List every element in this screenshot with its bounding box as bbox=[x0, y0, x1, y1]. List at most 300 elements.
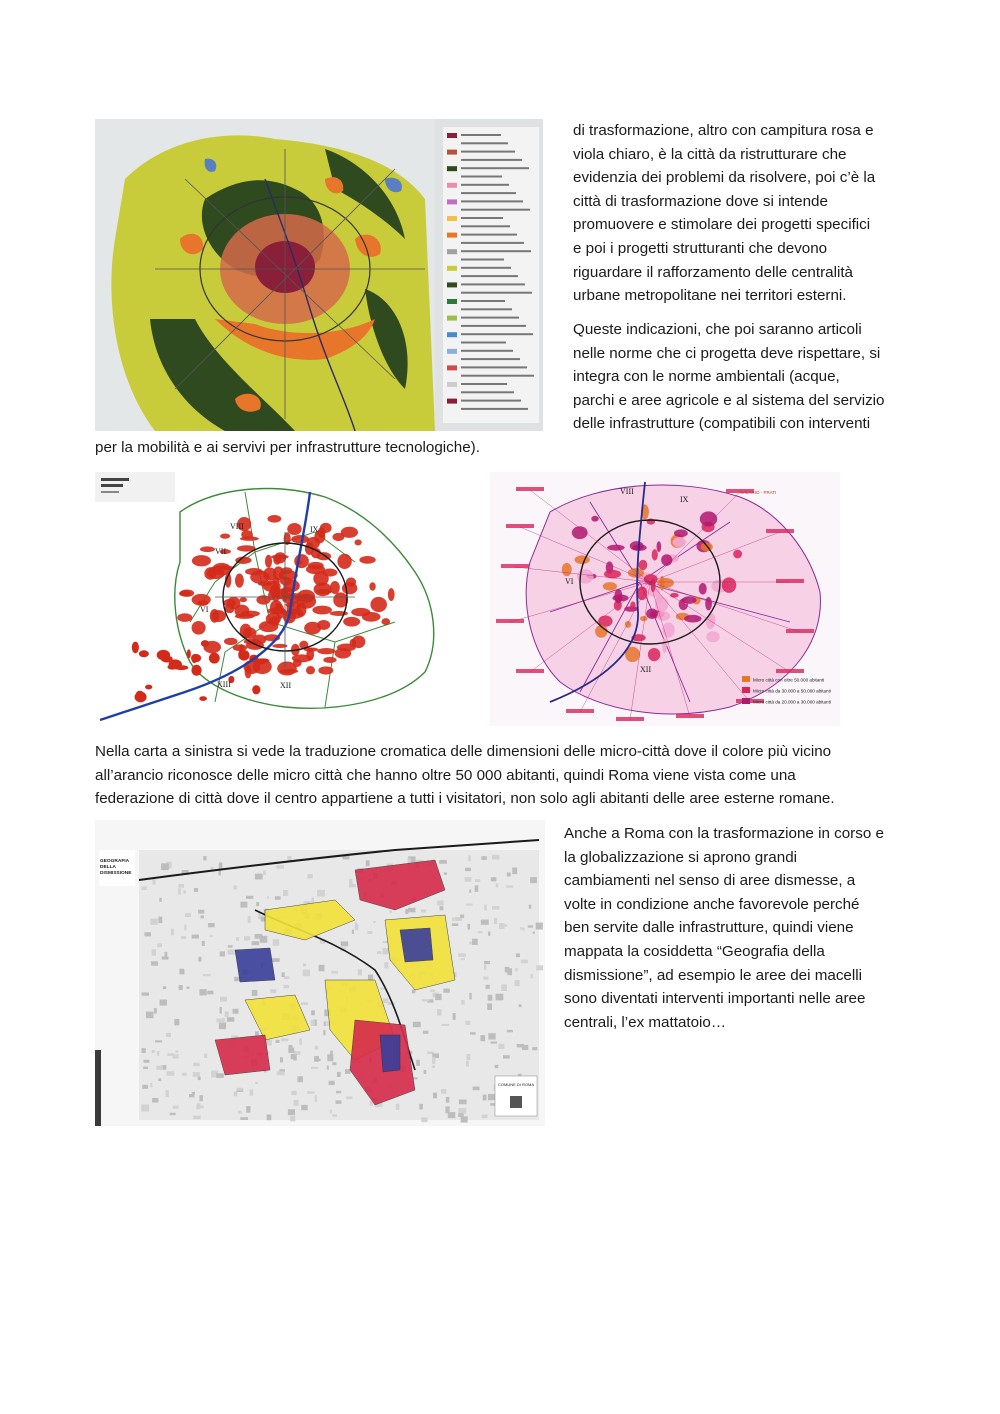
micro-city-blob bbox=[323, 657, 336, 663]
urban-fabric-block bbox=[408, 908, 416, 913]
micro-city-blob bbox=[280, 577, 292, 586]
urban-fabric-block bbox=[281, 1038, 288, 1041]
micro-city-blob bbox=[224, 638, 238, 645]
legend-text-line bbox=[461, 250, 531, 252]
micro-city-blob bbox=[277, 662, 297, 676]
legend-text-line bbox=[461, 167, 529, 169]
urban-fabric-block bbox=[323, 1030, 325, 1035]
urban-fabric-block bbox=[204, 1054, 207, 1058]
legend-swatch bbox=[742, 687, 750, 693]
urban-fabric-block bbox=[465, 1021, 470, 1025]
micro-city-blob bbox=[369, 582, 375, 591]
urban-fabric-block bbox=[469, 993, 471, 999]
urban-fabric-block bbox=[430, 990, 435, 992]
urban-fabric-block bbox=[475, 885, 479, 892]
micro-city-blob bbox=[136, 691, 143, 696]
urban-fabric-block bbox=[199, 1095, 202, 1101]
text-line: all’arancio riconosce delle micro città che hanno oltre 50 000 abitanti, quindi Roma viene vista come una bbox=[95, 766, 796, 784]
paragraph-indicazioni-last-line: per la mobilità e ai servivi per infrastrutture tecnologiche). bbox=[95, 439, 480, 456]
urban-fabric-block bbox=[488, 995, 493, 1001]
urban-fabric-block bbox=[484, 964, 486, 969]
urban-fabric-block bbox=[207, 991, 213, 995]
urban-fabric-block bbox=[346, 1096, 352, 1099]
urban-fabric-block bbox=[283, 890, 288, 896]
urban-fabric-block bbox=[219, 1022, 226, 1029]
urban-fabric-block bbox=[446, 1097, 449, 1103]
micro-city-blob bbox=[320, 523, 332, 533]
urban-fabric-block bbox=[250, 1089, 254, 1095]
micro-city-blob bbox=[265, 555, 272, 568]
legend-swatch bbox=[447, 266, 457, 271]
urban-fabric-block bbox=[157, 943, 162, 947]
urban-fabric-block bbox=[178, 888, 181, 894]
urban-fabric-block bbox=[186, 987, 189, 989]
micro-city-blob bbox=[192, 594, 211, 606]
micro-city-blob bbox=[291, 535, 309, 543]
text-line: Queste indicazioni, che poi saranno articoli bbox=[573, 321, 862, 338]
micro-city-blob bbox=[388, 588, 395, 601]
urban-fabric-block bbox=[505, 967, 509, 973]
urban-fabric-block bbox=[198, 957, 201, 962]
centrality-blob bbox=[661, 554, 672, 566]
urban-fabric-block bbox=[167, 1053, 174, 1056]
dismissed-area bbox=[235, 948, 275, 982]
place-name-label bbox=[766, 529, 794, 533]
legend-text-line bbox=[461, 267, 511, 269]
urban-fabric-block bbox=[173, 1106, 179, 1109]
urban-fabric-block bbox=[368, 931, 373, 934]
urban-fabric-block bbox=[203, 856, 206, 860]
place-name-label bbox=[676, 714, 704, 718]
urban-fabric-block bbox=[472, 939, 478, 945]
urban-fabric-block bbox=[466, 1054, 470, 1060]
urban-fabric-block bbox=[150, 1083, 152, 1087]
urban-fabric-block bbox=[288, 1045, 292, 1049]
legend-swatch bbox=[742, 698, 750, 704]
urban-fabric-block bbox=[167, 1071, 175, 1076]
place-name-label bbox=[501, 564, 529, 568]
micro-city-blob bbox=[287, 523, 301, 535]
urban-fabric-block bbox=[152, 949, 156, 956]
urban-fabric-block bbox=[297, 1076, 303, 1082]
urban-fabric-block bbox=[491, 877, 497, 881]
municipio-label: VI bbox=[200, 605, 209, 614]
urban-fabric-block bbox=[453, 1013, 456, 1020]
paragraph-trasformazione bbox=[573, 119, 875, 308]
urban-fabric-block bbox=[275, 896, 281, 900]
urban-fabric-block bbox=[185, 913, 191, 917]
urban-fabric-block bbox=[485, 985, 489, 989]
place-name-label bbox=[776, 669, 804, 673]
urban-fabric-block bbox=[146, 1012, 154, 1019]
urban-fabric-block bbox=[329, 1081, 335, 1085]
urban-fabric-block bbox=[228, 945, 233, 947]
text-line: e poi i progetti strutturanti che devono bbox=[573, 239, 828, 257]
urban-fabric-block bbox=[332, 1114, 337, 1116]
micro-city-blob bbox=[212, 610, 226, 622]
urban-fabric-block bbox=[284, 976, 289, 979]
legend-swatch bbox=[447, 349, 457, 354]
micro-city-blob bbox=[359, 556, 375, 564]
urban-fabric-block bbox=[442, 1024, 450, 1026]
legend-swatch bbox=[447, 299, 457, 304]
micro-city-blob bbox=[252, 685, 260, 694]
urban-fabric-block bbox=[481, 856, 486, 860]
urban-fabric-block bbox=[531, 974, 533, 979]
urban-fabric-block bbox=[193, 1072, 200, 1077]
urban-fabric-block bbox=[203, 974, 211, 976]
legend-swatch bbox=[742, 676, 750, 682]
place-name-label bbox=[776, 579, 804, 583]
urban-fabric-block bbox=[327, 1066, 329, 1070]
urban-fabric-block bbox=[220, 951, 225, 956]
urban-fabric-block bbox=[303, 964, 306, 967]
urban-fabric-block bbox=[152, 1050, 155, 1053]
micro-city-blob bbox=[192, 555, 211, 566]
urban-fabric-block bbox=[536, 965, 543, 970]
urban-fabric-block bbox=[157, 1051, 159, 1056]
urban-fabric-block bbox=[311, 1020, 315, 1026]
urban-fabric-block bbox=[498, 1044, 504, 1049]
urban-fabric-block bbox=[516, 953, 520, 957]
micro-city-blob bbox=[157, 650, 170, 660]
legend-text-line bbox=[461, 300, 505, 302]
centrality-blob bbox=[706, 631, 720, 642]
urban-fabric-block bbox=[163, 986, 166, 989]
micro-city-blob bbox=[191, 665, 201, 676]
legend-label: Micro città con oltre 50.000 abitanti bbox=[753, 677, 825, 683]
urban-fabric-block bbox=[437, 1009, 441, 1015]
urban-fabric-block bbox=[483, 977, 488, 980]
legend-swatch bbox=[447, 183, 457, 188]
urban-fabric-block bbox=[255, 1082, 258, 1084]
urban-fabric-block bbox=[337, 1072, 341, 1077]
urban-fabric-block bbox=[231, 1035, 238, 1037]
urban-fabric-block bbox=[198, 910, 204, 914]
urban-fabric-block bbox=[160, 1000, 167, 1006]
micro-city-blob bbox=[200, 546, 215, 552]
micro-city-blob bbox=[302, 594, 309, 600]
text-line: città di trasformazione dove si intende bbox=[573, 192, 828, 210]
text-line: volte in condizione anche favorevole perché bbox=[564, 895, 860, 913]
centrality-blob bbox=[652, 549, 658, 560]
urban-fabric-block bbox=[419, 1104, 423, 1110]
centrality-blob bbox=[682, 596, 697, 604]
urban-fabric-block bbox=[299, 1038, 302, 1044]
place-name-label bbox=[506, 524, 534, 528]
urban-fabric-block bbox=[282, 972, 285, 977]
urban-fabric-block bbox=[311, 1010, 315, 1015]
urban-fabric-block bbox=[240, 902, 247, 908]
micro-city-blob bbox=[317, 648, 335, 654]
urban-fabric-block bbox=[469, 942, 471, 945]
micro-city-blob bbox=[227, 597, 240, 609]
micro-city-blob bbox=[245, 568, 263, 575]
urban-fabric-block bbox=[481, 920, 489, 925]
legend-swatch bbox=[447, 316, 457, 321]
urban-fabric-block bbox=[288, 1109, 295, 1115]
urban-fabric-block bbox=[440, 906, 444, 910]
centrality-blob bbox=[562, 563, 572, 576]
urban-fabric-block bbox=[199, 989, 206, 995]
urban-fabric-block bbox=[267, 1115, 272, 1121]
urban-fabric-block bbox=[202, 941, 205, 946]
paragraph-carta-sinistra bbox=[95, 740, 835, 811]
urban-fabric-block bbox=[287, 856, 291, 860]
micro-city-blob bbox=[312, 606, 332, 615]
urban-fabric-block bbox=[432, 1065, 435, 1068]
urban-fabric-block bbox=[336, 1100, 342, 1104]
urban-fabric-block bbox=[352, 930, 354, 934]
text-line: viola chiaro, è la città da ristrutturare che bbox=[573, 145, 847, 163]
urban-fabric-block bbox=[143, 1067, 148, 1069]
comune-stamp-text: COMUNE DI ROMA bbox=[498, 1082, 534, 1087]
urban-fabric-block bbox=[349, 879, 352, 884]
urban-fabric-block bbox=[345, 1069, 351, 1074]
urban-fabric-block bbox=[284, 985, 289, 988]
small-place-label: SALARIO - PRATI bbox=[740, 490, 777, 495]
legend-text-line bbox=[461, 217, 503, 219]
urban-fabric-block bbox=[192, 1092, 195, 1095]
title-block-text: DISMISSIONE bbox=[100, 871, 132, 876]
micro-city-blob bbox=[269, 616, 280, 626]
legend-swatch bbox=[447, 282, 457, 287]
map-geografia-dismissione bbox=[95, 820, 545, 1126]
centrality-blob bbox=[574, 555, 589, 564]
urban-fabric-block bbox=[441, 1089, 446, 1094]
urban-fabric-block bbox=[193, 1116, 200, 1119]
urban-fabric-block bbox=[227, 1017, 234, 1022]
urban-fabric-block bbox=[330, 1051, 333, 1056]
urban-fabric-block bbox=[491, 1041, 497, 1043]
urban-fabric-block bbox=[256, 902, 259, 906]
legend-text-line bbox=[461, 308, 512, 310]
legend-swatch bbox=[447, 133, 457, 138]
urban-fabric-block bbox=[466, 904, 473, 906]
urban-fabric-block bbox=[220, 1007, 222, 1014]
legend-text-line bbox=[461, 317, 519, 319]
urban-fabric-block bbox=[413, 1022, 421, 1027]
urban-fabric-block bbox=[179, 969, 183, 973]
urban-fabric-block bbox=[156, 1066, 163, 1070]
urban-fabric-block bbox=[515, 968, 517, 971]
urban-fabric-block bbox=[150, 919, 157, 925]
urban-fabric-block bbox=[475, 879, 480, 882]
urban-fabric-block bbox=[210, 935, 212, 937]
urban-fabric-block bbox=[421, 1117, 427, 1122]
dismissione-map-graphic bbox=[95, 820, 545, 1126]
micro-city-blob bbox=[335, 648, 352, 659]
urban-fabric-block bbox=[193, 1063, 199, 1067]
micro-city-blob bbox=[342, 582, 357, 594]
urban-fabric-block bbox=[174, 1019, 179, 1025]
place-name-label bbox=[516, 487, 544, 491]
urban-fabric-block bbox=[461, 1116, 468, 1122]
legend-panel bbox=[443, 127, 539, 423]
centrality-blob bbox=[655, 597, 668, 612]
urban-fabric-block bbox=[290, 1116, 295, 1122]
urban-fabric-block bbox=[458, 1108, 466, 1113]
urban-fabric-block bbox=[522, 928, 524, 931]
legend-swatch bbox=[447, 249, 457, 254]
centrality-blob bbox=[648, 648, 660, 661]
micro-city-blob bbox=[381, 618, 390, 625]
place-name-label bbox=[496, 619, 524, 623]
urban-fabric-block bbox=[421, 909, 426, 912]
centrality-blob bbox=[630, 541, 644, 551]
urban-fabric-block bbox=[161, 863, 169, 870]
legend-swatch bbox=[447, 382, 457, 387]
urban-fabric-block bbox=[482, 1114, 488, 1118]
legend-text-line bbox=[461, 142, 508, 144]
micro-city-blob bbox=[314, 582, 332, 596]
centrality-blob bbox=[662, 638, 667, 654]
urban-fabric-block bbox=[536, 923, 543, 930]
urban-fabric-block bbox=[424, 1070, 427, 1074]
micro-city-blob bbox=[180, 589, 194, 596]
urban-fabric-block bbox=[469, 889, 471, 892]
text-line: delle infrastrutture (compatibili con interventi bbox=[573, 415, 871, 433]
legend-text-line bbox=[461, 234, 517, 236]
urban-fabric-block bbox=[142, 1085, 148, 1089]
urban-fabric-block bbox=[222, 1018, 225, 1022]
urban-fabric-block bbox=[198, 1077, 201, 1081]
urban-fabric-block bbox=[332, 1062, 336, 1065]
urban-fabric-block bbox=[495, 1065, 499, 1068]
urban-fabric-block bbox=[370, 1101, 373, 1106]
urban-fabric-block bbox=[529, 905, 531, 909]
urban-fabric-block bbox=[330, 1110, 332, 1114]
micro-city-blob bbox=[238, 650, 245, 657]
urban-fabric-block bbox=[444, 872, 447, 875]
urban-fabric-block bbox=[382, 948, 389, 955]
urban-fabric-block bbox=[301, 1105, 307, 1110]
urban-fabric-block bbox=[521, 960, 528, 964]
legend-text-line bbox=[461, 259, 504, 261]
micro-city-blob bbox=[343, 617, 360, 627]
legend-text-line bbox=[461, 159, 522, 161]
urban-fabric-block bbox=[466, 1061, 469, 1067]
legend-text-line bbox=[461, 184, 509, 186]
centrality-blob bbox=[646, 608, 658, 618]
legend-swatch bbox=[447, 216, 457, 221]
municipio-label: IX bbox=[310, 525, 319, 534]
micro-city-blob bbox=[201, 640, 209, 647]
urban-fabric-block bbox=[458, 1113, 464, 1117]
text-line: ben servite dalle infrastrutture, quindi viene bbox=[564, 919, 854, 937]
title-block-text: GEOGRAFIA bbox=[100, 859, 130, 864]
urban-fabric-block bbox=[336, 1091, 341, 1093]
municipio-label: VI bbox=[565, 577, 574, 586]
micro-city-blob bbox=[267, 515, 281, 523]
urban-fabric-block bbox=[248, 916, 251, 923]
urban-fabric-block bbox=[507, 873, 511, 877]
legend-swatch bbox=[447, 399, 457, 404]
urban-fabric-block bbox=[492, 855, 500, 860]
urban-fabric-block bbox=[519, 1004, 522, 1007]
legend-text-line bbox=[461, 391, 514, 393]
urban-fabric-block bbox=[277, 1071, 285, 1075]
urban-fabric-block bbox=[182, 1073, 186, 1076]
urban-fabric-block bbox=[494, 918, 497, 924]
urban-fabric-block bbox=[443, 989, 449, 993]
micro-city-blob bbox=[246, 641, 264, 650]
urban-fabric-block bbox=[470, 1032, 476, 1034]
urban-fabric-block bbox=[507, 1030, 513, 1032]
urban-fabric-block bbox=[155, 1040, 162, 1042]
urban-fabric-block bbox=[183, 890, 186, 893]
urban-fabric-block bbox=[143, 1060, 149, 1063]
municipio-label: VIII bbox=[230, 522, 244, 531]
urban-fabric-block bbox=[390, 910, 392, 913]
legend-text-line bbox=[461, 192, 516, 194]
legend-text-line bbox=[461, 333, 533, 335]
comune-logo-icon bbox=[510, 1096, 522, 1108]
micro-city-blob bbox=[362, 612, 381, 622]
urban-fabric-block bbox=[439, 860, 447, 864]
urban-fabric-block bbox=[255, 934, 263, 939]
text-line: riguardare il rafforzamento delle centralità bbox=[573, 263, 853, 281]
dismissed-area bbox=[400, 928, 433, 962]
urban-fabric-block bbox=[432, 1057, 435, 1064]
urban-fabric-block bbox=[488, 931, 490, 935]
land-use-map-graphic bbox=[95, 119, 543, 431]
urban-fabric-block bbox=[331, 971, 338, 974]
centrality-blob bbox=[656, 611, 670, 621]
urban-fabric-block bbox=[377, 951, 381, 954]
legend-swatch bbox=[447, 166, 457, 171]
centrality-blob bbox=[673, 537, 686, 548]
place-name-label bbox=[616, 717, 644, 721]
micro-city-blob bbox=[272, 577, 279, 586]
micro-city-blob bbox=[308, 562, 324, 570]
urban-fabric-block bbox=[216, 1073, 224, 1078]
micro-city-blob bbox=[330, 581, 340, 594]
urban-fabric-block bbox=[341, 941, 348, 946]
micro-city-blob bbox=[235, 574, 244, 588]
urban-fabric-block bbox=[478, 931, 483, 933]
urban-fabric-block bbox=[422, 999, 430, 1001]
centrality-blob bbox=[699, 583, 707, 595]
micro-city-blob bbox=[199, 696, 207, 701]
municipio-label: IX bbox=[680, 495, 689, 504]
urban-fabric-block bbox=[199, 1106, 204, 1109]
micro-city-blob bbox=[241, 530, 253, 539]
urban-fabric-block bbox=[142, 886, 147, 889]
urban-fabric-block bbox=[317, 890, 325, 897]
centrality-blob bbox=[670, 593, 679, 598]
municipio-label: XIII bbox=[217, 680, 231, 689]
micro-city-blob bbox=[337, 554, 351, 569]
urban-fabric-block bbox=[452, 917, 454, 921]
centrality-blob bbox=[705, 597, 712, 610]
urban-fabric-block bbox=[152, 1098, 158, 1103]
urban-fabric-block bbox=[311, 1067, 318, 1069]
centrality-blob bbox=[684, 615, 701, 623]
urban-fabric-block bbox=[314, 1056, 319, 1062]
urban-fabric-block bbox=[192, 935, 199, 939]
centrality-blob bbox=[700, 511, 717, 526]
micro-city-blob bbox=[139, 650, 149, 657]
urban-fabric-block bbox=[240, 1117, 248, 1120]
micro-city-blob bbox=[209, 653, 220, 664]
urban-fabric-block bbox=[216, 1019, 221, 1023]
legend-text-line bbox=[461, 225, 510, 227]
micro-city-blob bbox=[275, 603, 282, 615]
urban-fabric-block bbox=[273, 939, 279, 945]
text-line: sono diventati interventi importanti nelle aree bbox=[564, 990, 866, 1008]
urban-fabric-block bbox=[460, 915, 464, 918]
